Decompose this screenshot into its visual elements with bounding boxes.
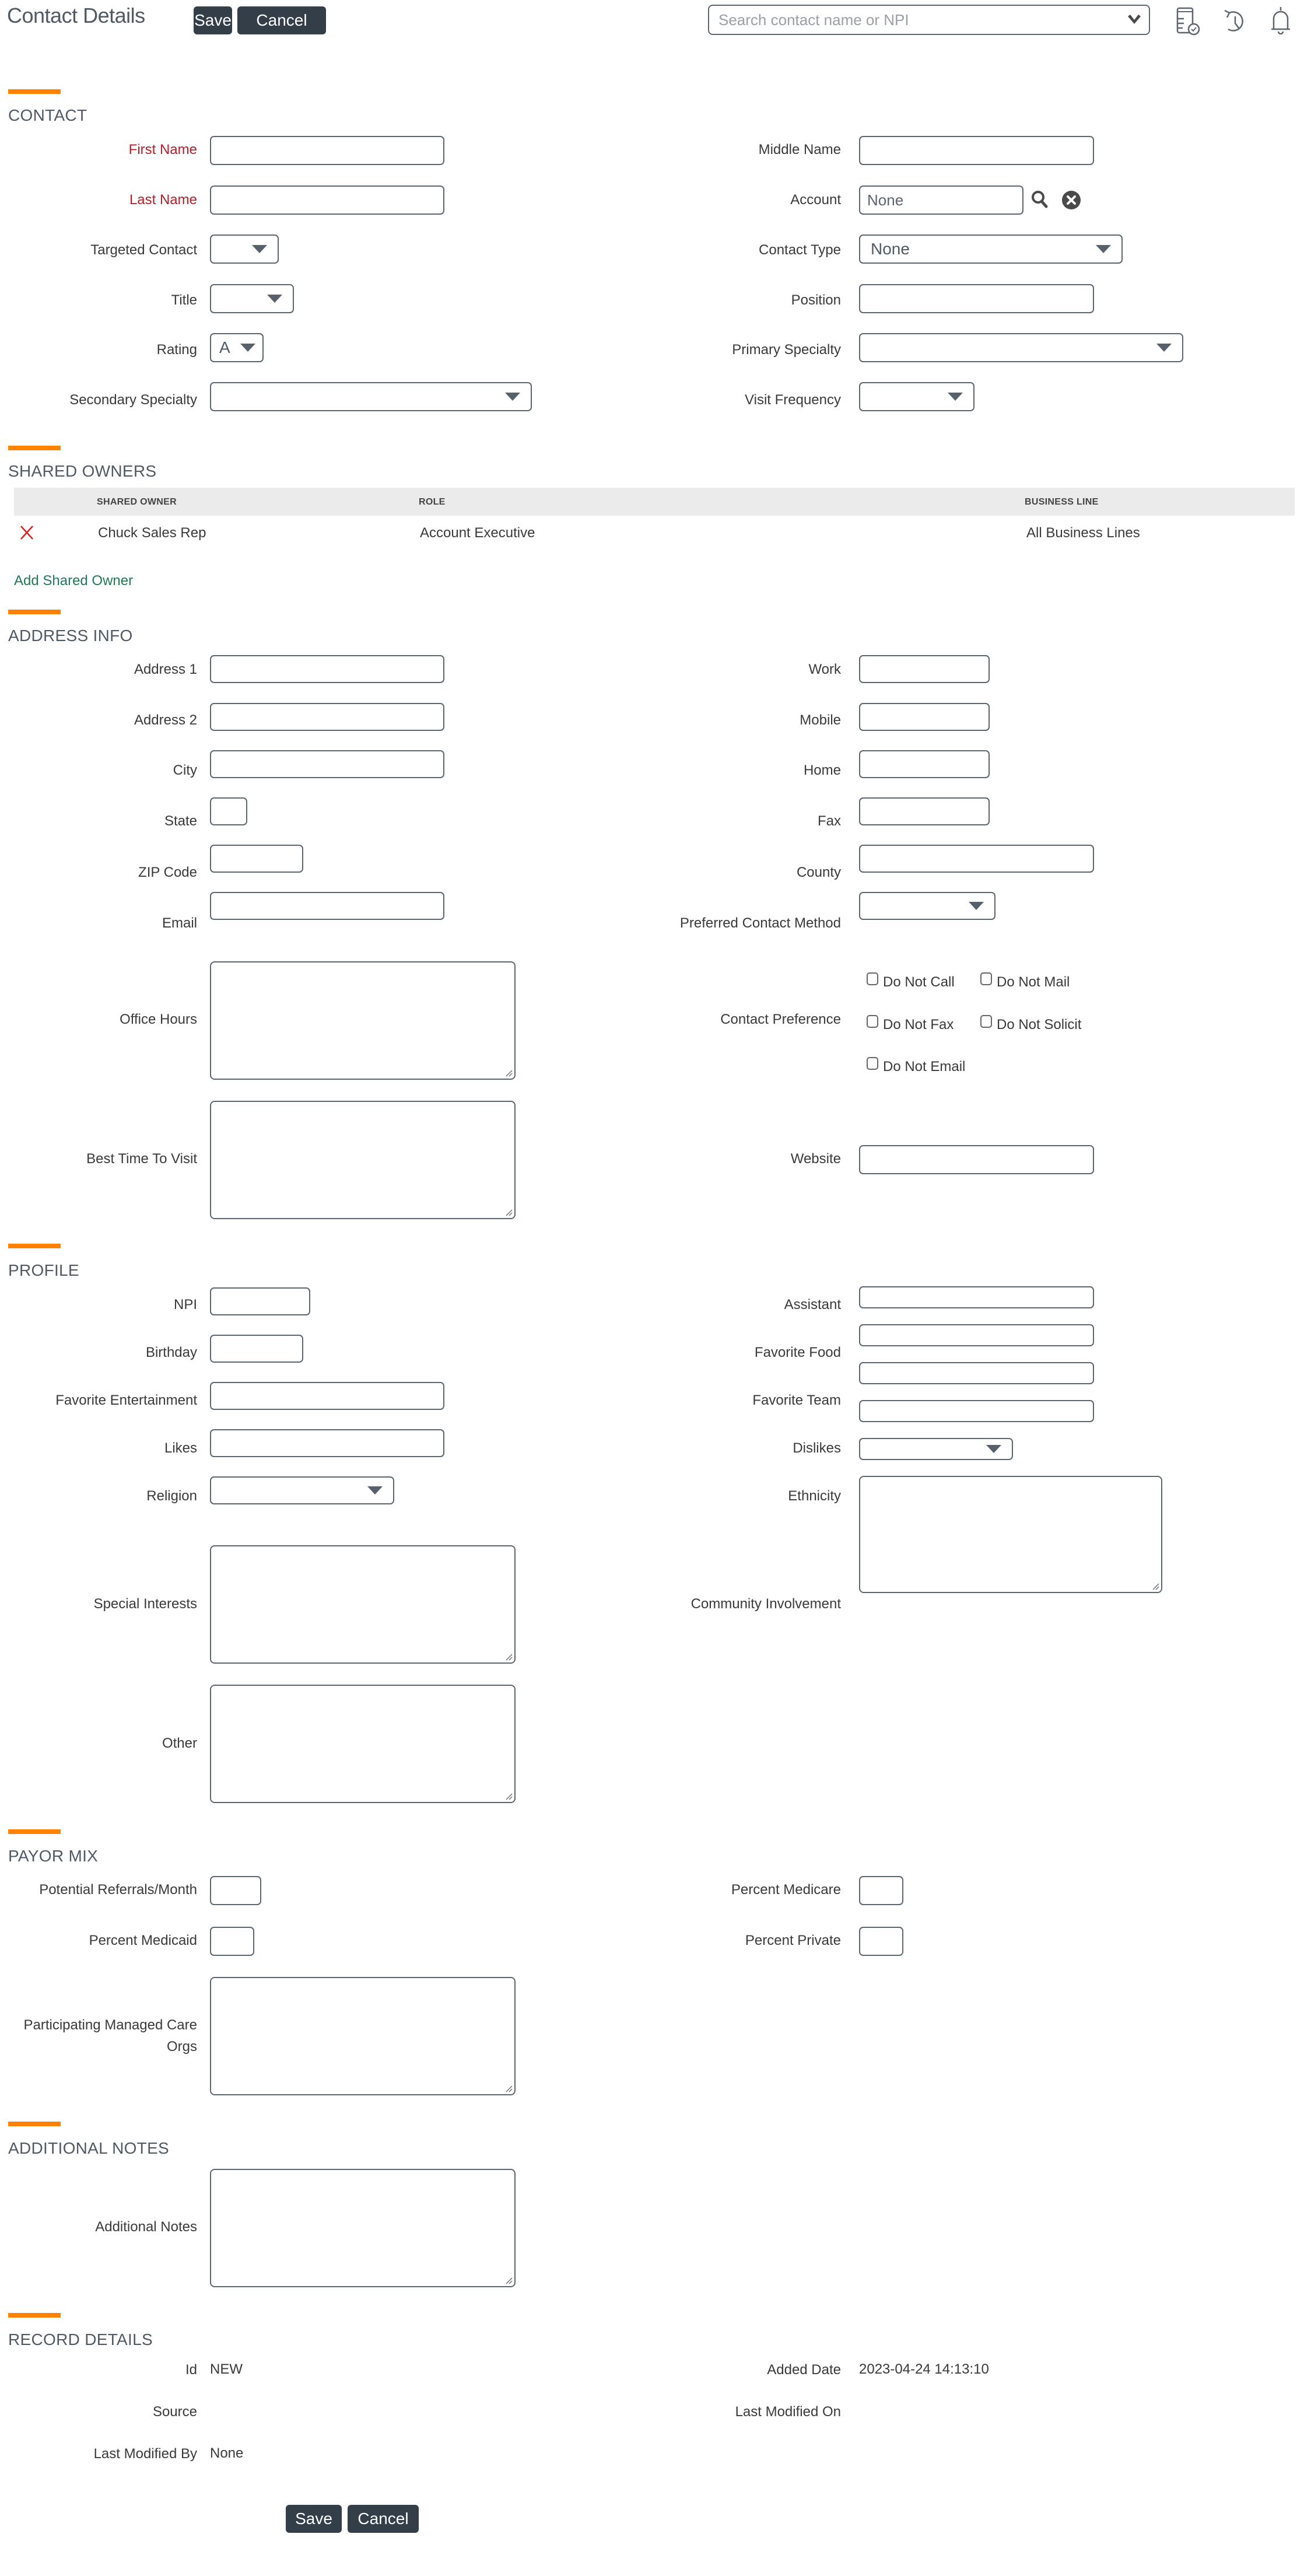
percent-private-input[interactable]	[859, 1927, 903, 1956]
likes-label: Likes	[164, 1440, 197, 1456]
mobile-phone-label: Mobile	[800, 712, 841, 728]
dropdown-arrow-icon	[948, 393, 963, 401]
section-accent-bar	[8, 1244, 61, 1248]
favorite-team-label: Favorite Team	[752, 1392, 841, 1408]
checkbox-box[interactable]	[867, 1015, 878, 1028]
dropdown-arrow-icon	[969, 902, 984, 910]
dropdown-arrow-icon	[1156, 344, 1172, 352]
section-title-profile: PROFILE	[8, 1261, 79, 1279]
do-not-email-checkbox[interactable]: Do Not Email	[867, 1059, 965, 1075]
shared-owners-table-header	[14, 488, 1295, 516]
section-title-shared-owners: SHARED OWNERS	[8, 462, 157, 480]
last-modified-on-label: Last Modified On	[735, 2404, 841, 2420]
community-involvement-textarea[interactable]	[859, 1476, 1162, 1593]
id-label: Id	[185, 2362, 197, 2378]
assistant-input[interactable]	[859, 1286, 1094, 1308]
preferred-contact-method-select[interactable]	[859, 892, 995, 920]
account-label: Account	[790, 192, 841, 208]
special-interests-textarea[interactable]	[210, 1545, 516, 1664]
chevron-down-icon[interactable]	[1126, 11, 1143, 29]
percent-medicare-label: Percent Medicare	[731, 1882, 841, 1898]
secondary-specialty-select[interactable]	[210, 382, 532, 411]
section-accent-bar	[8, 1829, 61, 1834]
do-not-mail-checkbox[interactable]: Do Not Mail	[980, 974, 1070, 991]
column-header-shared-owner: SHARED OWNER	[97, 497, 177, 507]
first-name-label: First Name	[128, 142, 197, 158]
shared-owner-name: Chuck Sales Rep	[98, 525, 206, 541]
resize-grip-icon[interactable]	[504, 1069, 513, 1077]
targeted-contact-label: Targeted Contact	[90, 242, 197, 258]
npi-label: NPI	[173, 1297, 197, 1312]
state-label: State	[164, 813, 197, 829]
email-input[interactable]	[210, 892, 444, 920]
mobile-phone-input[interactable]	[859, 703, 990, 731]
resize-grip-icon[interactable]	[1151, 1582, 1159, 1590]
resize-grip-icon[interactable]	[504, 1653, 513, 1661]
work-phone-label: Work	[808, 662, 841, 677]
section-title-contact: CONTACT	[8, 106, 87, 124]
best-time-to-visit-label: Best Time To Visit	[86, 1151, 197, 1167]
county-label: County	[796, 864, 841, 880]
contact-search-combobox[interactable]	[708, 5, 1150, 35]
search-placeholder: Search contact name or NPI	[718, 10, 909, 29]
checkbox-box[interactable]	[980, 972, 992, 985]
city-input[interactable]	[210, 750, 444, 778]
home-phone-input[interactable]	[859, 750, 990, 778]
work-phone-input[interactable]	[859, 655, 990, 683]
add-shared-owner-link[interactable]: Add Shared Owner	[14, 573, 134, 589]
dropdown-arrow-icon	[986, 1445, 1001, 1453]
religion-label: Religion	[146, 1488, 197, 1504]
checkbox-box[interactable]	[980, 1015, 992, 1028]
rating-select[interactable]: A	[210, 333, 264, 362]
email-label: Email	[162, 915, 197, 931]
targeted-contact-select[interactable]	[210, 235, 279, 264]
county-input[interactable]	[859, 845, 1094, 873]
zip-code-label: ZIP Code	[138, 864, 197, 880]
secondary-specialty-label: Secondary Specialty	[69, 392, 197, 408]
percent-medicaid-input[interactable]	[210, 1927, 254, 1956]
favorite-team-input[interactable]	[859, 1362, 1094, 1384]
percent-private-label: Percent Private	[745, 1933, 841, 1948]
resize-grip-icon[interactable]	[504, 2276, 513, 2284]
npi-input[interactable]	[210, 1287, 310, 1315]
tasks-check-icon[interactable]	[1175, 6, 1203, 37]
shared-owner-business-line: All Business Lines	[1026, 525, 1140, 541]
do-not-fax-checkbox[interactable]: Do Not Fax	[867, 1017, 954, 1033]
resize-grip-icon[interactable]	[504, 1208, 513, 1216]
managed-care-label-line2: Orgs	[166, 2039, 197, 2054]
section-title-record-details: RECORD DETAILS	[8, 2330, 153, 2348]
column-header-business-line: BUSINESS LINE	[1025, 497, 1099, 507]
title-label: Title	[171, 292, 197, 308]
id-value: NEW	[210, 2361, 243, 2377]
rating-label: Rating	[156, 342, 197, 358]
zip-code-input[interactable]	[210, 845, 303, 873]
last-modified-by-value: None	[210, 2445, 244, 2461]
dislikes-label: Dislikes	[793, 1440, 841, 1456]
shared-owner-role: Account Executive	[420, 525, 535, 541]
visit-frequency-select[interactable]	[859, 382, 975, 411]
religion-select[interactable]	[210, 1476, 394, 1504]
page-title: Contact Details	[7, 4, 145, 27]
middle-name-input[interactable]	[859, 136, 1094, 165]
clear-circle-x-icon[interactable]	[1061, 190, 1081, 210]
birthday-input[interactable]	[210, 1335, 303, 1363]
additional-notes-textarea[interactable]	[210, 2169, 516, 2287]
address1-input[interactable]	[210, 655, 444, 683]
office-hours-textarea[interactable]	[210, 961, 516, 1080]
potential-referrals-label: Potential Referrals/Month	[39, 1882, 197, 1898]
section-accent-bar	[8, 2122, 61, 2126]
added-date-label: Added Date	[767, 2362, 841, 2378]
dislikes-input[interactable]	[859, 1400, 1094, 1422]
last-modified-by-label: Last Modified By	[93, 2446, 197, 2462]
save-button[interactable]: Save	[194, 6, 232, 34]
bell-icon[interactable]	[1267, 6, 1295, 37]
checkbox-box[interactable]	[867, 1057, 878, 1070]
other-textarea[interactable]	[210, 1685, 516, 1803]
dropdown-arrow-icon	[240, 344, 255, 352]
footer-save-button[interactable]: Save	[286, 2505, 342, 2533]
last-name-input[interactable]	[210, 186, 444, 215]
city-label: City	[173, 762, 197, 778]
resize-grip-icon[interactable]	[504, 1792, 513, 1800]
ethnicity-select[interactable]	[859, 1438, 1013, 1460]
source-label: Source	[152, 2404, 197, 2420]
column-header-role: ROLE	[419, 497, 446, 507]
contact-preference-label: Contact Preference	[720, 1012, 841, 1027]
checkbox-box[interactable]	[867, 972, 878, 985]
birthday-label: Birthday	[145, 1345, 197, 1360]
special-interests-label: Special Interests	[93, 1596, 197, 1612]
added-date-value: 2023-04-24 14:13:10	[859, 2361, 989, 2377]
preferred-contact-method-label: Preferred Contact Method	[679, 915, 841, 931]
state-input[interactable]	[210, 797, 247, 825]
percent-medicare-input[interactable]	[859, 1876, 903, 1905]
address2-label: Address 2	[134, 712, 197, 728]
website-label: Website	[790, 1151, 841, 1167]
last-name-label: Last Name	[129, 192, 197, 208]
footer-cancel-button[interactable]: Cancel	[348, 2505, 419, 2533]
favorite-entertainment-label: Favorite Entertainment	[55, 1392, 197, 1408]
favorite-food-input[interactable]	[859, 1324, 1094, 1346]
contact-type-select[interactable]: None	[859, 235, 1123, 264]
search-icon[interactable]	[1031, 190, 1049, 209]
contact-type-label: Contact Type	[759, 242, 841, 258]
first-name-input[interactable]	[210, 136, 444, 165]
home-phone-label: Home	[803, 762, 841, 778]
history-icon[interactable]	[1221, 6, 1249, 37]
primary-specialty-label: Primary Specialty	[732, 342, 841, 358]
middle-name-label: Middle Name	[758, 142, 841, 158]
section-title-payor-mix: PAYOR MIX	[8, 1847, 99, 1865]
resize-grip-icon[interactable]	[504, 2084, 513, 2092]
section-title-additional-notes: ADDITIONAL NOTES	[8, 2139, 170, 2157]
dropdown-arrow-icon	[1096, 245, 1111, 253]
managed-care-orgs-textarea[interactable]	[210, 1977, 516, 2095]
additional-notes-label: Additional Notes	[95, 2219, 197, 2235]
section-accent-bar	[8, 446, 61, 450]
title-select[interactable]	[210, 284, 294, 313]
dropdown-arrow-icon	[252, 245, 267, 253]
position-label: Position	[791, 292, 841, 308]
remove-x-icon[interactable]	[20, 525, 34, 540]
fax-input[interactable]	[859, 797, 990, 825]
dropdown-arrow-icon	[267, 295, 282, 303]
likes-input[interactable]	[210, 1429, 444, 1457]
section-accent-bar	[8, 89, 61, 94]
dropdown-arrow-icon	[367, 1486, 383, 1494]
favorite-entertainment-input[interactable]	[210, 1382, 444, 1410]
best-time-to-visit-textarea[interactable]	[210, 1101, 516, 1219]
office-hours-label: Office Hours	[120, 1012, 197, 1027]
section-title-address-info: ADDRESS INFO	[8, 626, 133, 645]
dropdown-arrow-icon	[505, 393, 520, 401]
section-accent-bar	[8, 2313, 61, 2318]
visit-frequency-label: Visit Frequency	[745, 392, 841, 408]
section-accent-bar	[8, 610, 61, 614]
favorite-food-label: Favorite Food	[754, 1345, 841, 1360]
account-input[interactable]: None	[859, 186, 1023, 215]
address1-label: Address 1	[134, 662, 197, 677]
primary-specialty-select[interactable]	[859, 333, 1183, 362]
address2-input[interactable]	[210, 703, 444, 731]
assistant-label: Assistant	[784, 1297, 841, 1312]
position-input[interactable]	[859, 284, 1094, 313]
do-not-call-checkbox[interactable]: Do Not Call	[867, 974, 955, 991]
managed-care-label-line1: Participating Managed Care	[23, 2017, 197, 2033]
percent-medicaid-label: Percent Medicaid	[89, 1933, 197, 1948]
other-label: Other	[162, 1735, 197, 1751]
fax-label: Fax	[817, 813, 841, 829]
community-involvement-label: Community Involvement	[690, 1596, 841, 1612]
website-input[interactable]	[859, 1145, 1094, 1174]
do-not-solicit-checkbox[interactable]: Do Not Solicit	[980, 1017, 1081, 1033]
cancel-button[interactable]: Cancel	[237, 6, 326, 34]
ethnicity-label: Ethnicity	[788, 1488, 841, 1504]
potential-referrals-input[interactable]	[210, 1876, 261, 1905]
